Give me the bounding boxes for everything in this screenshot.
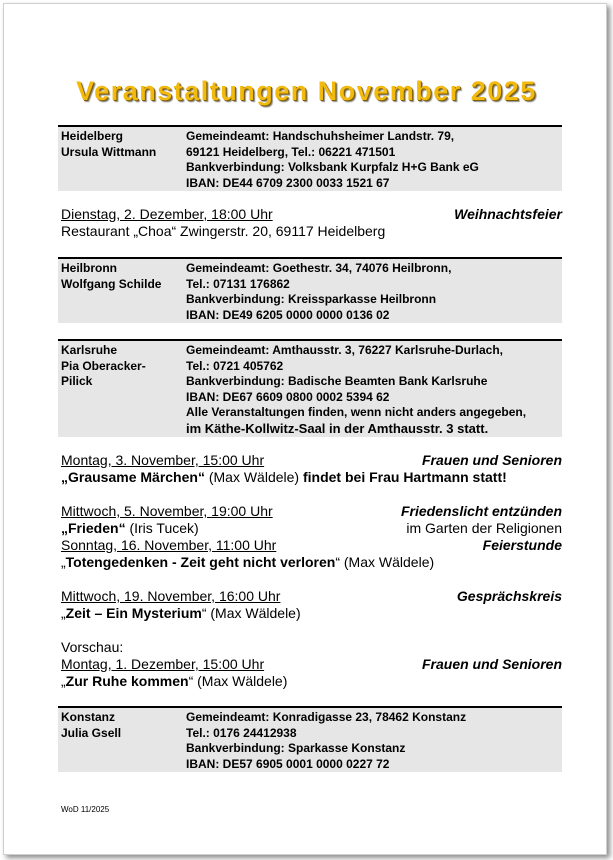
quote-open: „ (61, 554, 66, 570)
event-karlsruhe-2 (61, 503, 562, 537)
event-category: Frauen und Senioren (421, 452, 562, 468)
event-category: Frauen und Senioren (421, 656, 562, 672)
karlsruhe-phone-line: Tel.: 0721 405762 (186, 358, 284, 373)
event-karlsruhe-3 (61, 537, 562, 571)
event-author: “ (Max Wäldele) (201, 605, 301, 621)
quote-open: „ (61, 605, 66, 621)
heilbronn-address-line: Gemeindeamt: Goethestr. 34, 74076 Heilbronn, (186, 261, 452, 275)
heidelberg-bank-line: Bankverbindung: Volksbank Kurpfalz H+G Bank eG (186, 160, 479, 174)
footer-code: WoD 11/2025 (61, 805, 110, 814)
karlsruhe-contact: Pia Oberacker- (61, 358, 146, 373)
event-title: „Grausame Märchen“ (61, 469, 205, 485)
karlsruhe-city: Karlsruhe (61, 343, 118, 357)
karlsruhe-iban-line: IBAN: DE67 6609 0800 0002 5394 62 (186, 389, 390, 404)
event-category: Feierstunde (482, 537, 562, 553)
konstanz-info-box (58, 706, 562, 772)
event-category: Friedenslicht entzünden (400, 503, 562, 519)
event-karlsruhe-4 (61, 588, 562, 622)
event-date: Mittwoch, 19. November, 16:00 Uhr (61, 588, 281, 604)
heilbronn-info-box (58, 257, 562, 323)
konstanz-iban-line: IBAN: DE57 6905 0001 0000 0227 72 (186, 756, 390, 771)
konstanz-phone-line: Tel.: 0176 24412938 (186, 725, 297, 740)
heidelberg-phone-line: 69121 Heidelberg, Tel.: 06221 471501 (186, 144, 396, 159)
event-author: (Iris Tucek) (125, 520, 199, 536)
page-title: Veranstaltungen November 2025 (76, 76, 537, 106)
konstanz-bank-line: Bankverbindung: Sparkasse Konstanz (186, 741, 406, 755)
heilbronn-contact: Wolfgang Schilde (61, 276, 162, 291)
event-location: Restaurant „Choa“ Zwingerstr. 20, 69117 Heidelberg (61, 223, 386, 239)
event-date: Sonntag, 16. November, 11:00 Uhr (61, 537, 277, 553)
heidelberg-city: Heidelberg (61, 129, 124, 143)
event-date: Montag, 1. Dezember, 15:00 Uhr (61, 656, 265, 672)
event-title: Zeit – Ein Mysterium (65, 605, 202, 621)
event-karlsruhe-1 (61, 452, 562, 486)
karlsruhe-bank-line: Bankverbindung: Badische Beamten Bank Karlsruhe (186, 374, 488, 388)
event-author: (Max Wäldele) (204, 469, 303, 485)
event-author: “ (Max Wäldele) (335, 554, 435, 570)
karlsruhe-address-line: Gemeindeamt: Amthausstr. 3, 76227 Karlsruhe-Durlach, (186, 343, 504, 357)
heidelberg-iban-line: IBAN: DE44 6709 2300 0033 1521 67 (186, 175, 390, 190)
konstanz-address-line: Gemeindeamt: Konradigasse 23, 78462 Konstanz (186, 710, 467, 724)
heilbronn-city: Heilbronn (61, 261, 117, 275)
karlsruhe-contact-cont: Pilick (61, 374, 93, 388)
heilbronn-phone-line: Tel.: 07131 176862 (186, 276, 290, 291)
karlsruhe-note-line: Alle Veranstaltungen finden, wenn nicht anders angegeben, (186, 405, 527, 419)
quote-open: „ (61, 673, 66, 689)
event-date: Mittwoch, 5. November, 19:00 Uhr (61, 503, 273, 519)
konstanz-city: Konstanz (61, 710, 115, 724)
event-preview (61, 639, 562, 690)
heidelberg-address-line: Gemeindeamt: Handschuhsheimer Landstr. 79, (186, 129, 455, 143)
event-category: Gesprächskreis (456, 588, 562, 604)
event-date: Dienstag, 2. Dezember, 18:00 Uhr (61, 206, 273, 222)
event-place: im Garten der Religionen (406, 520, 562, 536)
karlsruhe-venue-line: im Käthe-Kollwitz-Saal in der Amthausstr. 3 statt. (186, 420, 489, 436)
event-title: Zur Ruhe kommen (65, 673, 189, 689)
event-heidelberg (61, 206, 562, 240)
konstanz-contact: Julia Gsell (61, 725, 122, 740)
heilbronn-iban-line: IBAN: DE49 6205 0000 0000 0136 02 (186, 307, 390, 322)
event-author: “ (Max Wäldele) (188, 673, 288, 689)
event-date: Montag, 3. November, 15:00 Uhr (61, 452, 265, 468)
heilbronn-bank-line: Bankverbindung: Kreissparkasse Heilbronn (186, 292, 437, 306)
event-note: findet bei Frau Hartmann statt! (302, 469, 507, 485)
event-category: Weihnachtsfeier (454, 206, 562, 222)
event-title: Totengedenken - Zeit geht nicht verloren (65, 554, 336, 570)
heidelberg-contact: Ursula Wittmann (61, 144, 157, 159)
heidelberg-info-box (58, 125, 562, 191)
event-title: „Frieden“ (61, 520, 126, 536)
preview-label: Vorschau: (61, 639, 124, 655)
karlsruhe-info-box (58, 339, 562, 437)
